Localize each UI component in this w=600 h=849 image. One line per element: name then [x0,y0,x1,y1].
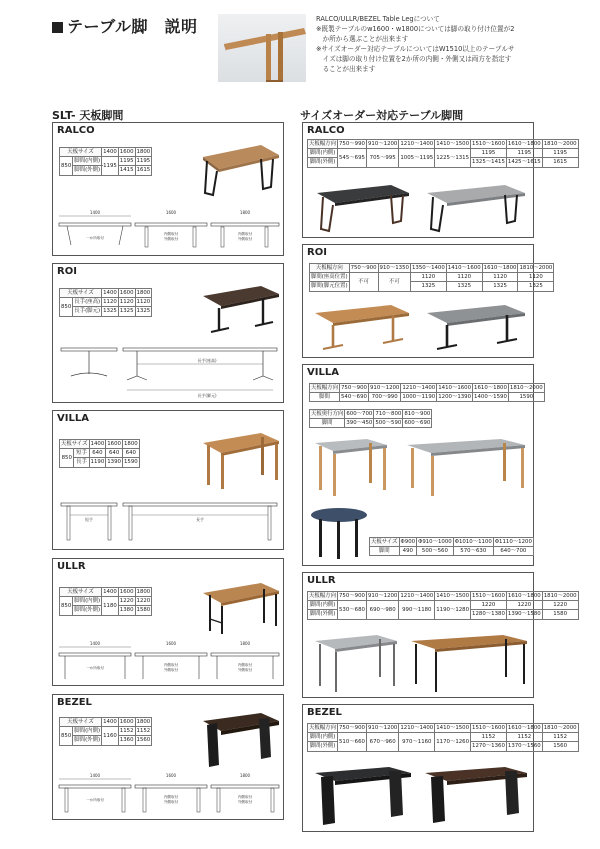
table-cell: 1810〜2000 [519,265,553,271]
table-cell: 1600 [119,719,134,725]
table-cell: 天板幅方向 [309,725,336,731]
table-cell: 1152 [471,733,507,742]
table-cell: 天板幅方向 [311,385,338,391]
product-name: VILLA [57,413,89,424]
table-cell: 1400〜1590 [474,394,507,401]
table-cell: Φ1110〜1200 [494,539,532,545]
table-cell: 540〜690 [340,394,367,401]
table-cell: 850 [60,298,73,316]
table-cell: 1325 [482,282,518,291]
table-cell: 500〜560 [417,547,454,556]
table-cell: 1152 [542,733,578,742]
table-cell: 1195 [542,149,578,158]
right-ullr-card [302,572,577,698]
table-cell: 1410〜1600 [438,385,472,391]
table-cell: 1210〜1400 [400,141,434,147]
ralco-grey-table-photo [423,183,529,235]
table-cell: 705〜995 [366,149,398,167]
note-line: ※既製テーブルのw1600・w1800については脚の取り付け位置が2 [316,25,515,33]
table-cell: 1810〜2000 [509,385,543,391]
table-cell: 1810〜2000 [543,593,577,599]
table-cell: Φ910〜1000 [418,539,452,545]
table-cell: 1510〜1600 [472,593,505,599]
table-cell: 1210〜1400 [402,385,436,391]
right-ralco-card [302,122,577,238]
mount-label: 内側取付 [237,795,253,799]
ralco-table-photo [199,141,281,199]
table-cell: 700〜990 [368,393,400,402]
roi-grey-table-photo [423,303,529,355]
mount-label: 内側取付 [237,232,253,236]
table-cell: 不可 [378,273,410,291]
table-cell: 810〜900 [404,411,431,417]
villa-grey-small-table-photo [311,435,391,499]
ullr-oak-table-photo [407,633,531,695]
table-cell: 1190 [90,459,105,466]
table-cell: 910〜1200 [369,385,400,391]
left-bezel-card [52,694,284,820]
table-cell: 1325 [446,282,482,291]
table-cell: 天板幅方向 [310,264,350,273]
table-cell: 1120 [482,273,518,282]
mount-label: 一か所取付 [86,798,104,802]
table-cell: 1400 [103,149,117,155]
table-cell: 1190〜1280 [435,601,471,619]
bezel-walnut-table-photo [421,765,531,829]
table-cell: 490 [399,547,417,556]
table-cell: 390〜450 [346,420,373,427]
table-cell: 1410〜1500 [436,141,470,147]
villa-leg-diagram [57,495,281,547]
table-cell: 1270〜1360 [472,743,505,750]
table-cell: 690〜980 [366,601,398,619]
table-cell: 1380 [119,607,134,614]
table-cell: 850 [60,727,73,745]
table-cell: 1195 [506,149,542,158]
table-cell: 910〜1200 [367,141,398,147]
table-cell: 1415 [119,167,134,174]
dim-label: 1800 [239,641,251,646]
table-cell: 1350〜1400 [411,265,445,271]
table-cell: 1390 [107,459,121,466]
roi-oak-table-photo [311,303,413,355]
dim-label: 短手 [85,517,93,522]
ullr-leg-diagram [57,639,281,685]
table-cell: 1210〜1400 [400,593,434,599]
bezel-table-photo [199,709,281,769]
table-cell: 1120 [410,273,446,282]
dim-label: 長手(脚元) [197,393,217,398]
table-cell: 750〜900 [338,725,365,731]
mount-label: 内側取付 [163,795,179,799]
table-cell: 500〜590 [375,420,402,427]
table-cell: 脚間 [310,393,340,402]
table-cell: 640 [122,449,139,458]
bezel-spec-table [59,717,152,746]
table-cell: 970〜1160 [399,733,435,751]
ullr-spec-table [59,587,152,616]
table-cell: 天板サイズ [60,148,102,157]
table-cell: 1120 [136,299,151,306]
table-cell: 1325 [119,308,134,315]
table-cell: 850 [60,449,74,467]
table-cell: 750〜990 [338,141,365,147]
table-cell: 1120 [446,273,482,282]
ullr-grey-table-photo [311,633,401,695]
table-cell: 1220 [471,601,507,610]
ralco-dark-table-photo [313,183,413,235]
table-cell: 640 [106,449,123,458]
table-cell: 1325 [103,308,117,315]
table-cell: 1120 [119,299,134,306]
table-cell: 1400 [103,290,117,296]
table-cell: 1360 [119,737,134,744]
table-cell: 脚間(座高位置) [311,274,348,281]
table-cell: 570〜630 [453,547,493,556]
table-cell: 1510〜1600 [472,725,505,731]
table-cell: 脚間(内側) [74,598,101,605]
table-cell: 750〜900 [350,265,377,271]
table-cell: 1152 [136,728,151,735]
table-cell: 1800 [136,589,151,595]
right-section-title: サイズオーダー対応テーブル脚間 [300,109,464,122]
table-cell: 710〜800 [375,411,402,417]
table-cell: 510〜660 [337,733,366,751]
table-cell: 1400 [103,589,117,595]
table-cell: 1410〜1600 [447,265,481,271]
table-cell: 1225〜1315 [435,149,471,167]
table-cell: 1220 [136,598,151,605]
table-cell: 脚間 [370,547,400,556]
table-cell: 1120 [518,273,554,282]
table-cell: 天板幅方向 [309,593,336,599]
mount-label: 一か所取付 [86,666,104,670]
table-cell: 1390〜1580 [507,611,541,618]
header-table-photo [218,14,306,82]
table-cell: 750〜900 [340,385,367,391]
villa-round-table [369,537,534,556]
product-name: BEZEL [57,697,92,708]
table-cell: 1005〜1195 [399,149,435,167]
mount-label: 内側取付 [163,663,179,667]
table-cell: 脚間(外側) [308,610,338,619]
table-cell: 脚間(内側) [74,728,101,735]
ullr-table-photo [199,579,281,637]
table-cell: Φ900 [400,539,416,545]
table-cell: 1425〜1615 [507,159,541,166]
title-square-icon [52,22,63,33]
table-cell: 1510〜1600 [472,141,505,147]
table-cell: 1210〜1400 [400,725,434,731]
table-cell: 1580 [542,610,578,619]
table-cell: 脚間(内側) [308,733,338,742]
product-name: ULLR [307,575,336,586]
table-cell: 600〜690 [404,420,431,427]
ralco-order-table [307,139,579,168]
table-cell: 1560 [542,742,578,751]
table-cell: 1180 [102,597,119,615]
table-cell: 1120 [103,299,117,306]
mount-label: 外側取付 [163,800,179,804]
table-cell: 990〜1180 [399,601,435,619]
dim-label: 1400 [89,773,101,778]
table-cell: 脚間 [310,419,345,428]
mount-label: 内側取付 [237,663,253,667]
table-cell: 1600 [119,290,134,296]
product-name: RALCO [307,125,345,136]
mount-label: 外側取付 [163,237,179,241]
villa-spec-table [59,439,140,468]
table-cell: 不可 [349,273,378,291]
left-section-title: SLT- 天板脚間 [52,109,124,122]
table-cell: 530〜680 [337,601,366,619]
table-cell: 脚間(外側) [74,607,101,614]
table-cell: 1590 [123,459,138,466]
table-cell: 1200〜1390 [438,394,472,401]
left-ralco-card [52,122,284,256]
table-cell: 脚間(外側) [308,158,338,167]
table-cell: 天板サイズ [60,588,102,597]
table-cell: 天板奥行方向 [311,411,344,417]
villa-order-table [309,383,545,402]
note-line: ることが出来ます [316,65,376,73]
dim-label: 1800 [239,210,251,215]
product-name: ROI [57,266,77,277]
table-cell: 天板サイズ [371,539,398,545]
table-cell: 1610〜1800 [474,385,507,391]
table-cell: 天板サイズ [60,718,102,727]
table-cell: 1325〜1415 [472,159,505,166]
table-cell: 545〜695 [337,149,366,167]
table-cell: 1220 [119,598,134,605]
left-ullr-card [52,558,284,686]
table-cell: 脚間(内側) [308,601,338,610]
table-cell: 1325 [136,308,151,315]
table-cell: 750〜900 [338,593,365,599]
table-cell: 1590 [508,393,544,402]
table-cell: 1800 [123,441,138,447]
table-cell: 1800 [136,719,151,725]
table-cell: 1195 [136,158,151,165]
mount-label: 内側取付 [163,232,179,236]
table-cell: 1195 [471,149,507,158]
header-notes [316,14,562,74]
table-cell: 1152 [119,728,134,735]
table-cell: 脚間(外側) [74,737,101,744]
table-cell: 1560 [136,737,151,744]
villa-depth-table [309,409,432,428]
table-cell: 640 [89,449,106,458]
table-cell: 640〜700 [493,547,533,556]
ralco-spec-table [59,147,152,176]
table-cell: 1800 [136,149,151,155]
bezel-leg-diagram [57,771,281,817]
page-title: テーブル脚 説明 [52,14,198,37]
dim-label: 1600 [165,641,177,646]
table-cell: 1580 [136,607,151,614]
villa-grey-long-table-photo [403,437,529,499]
product-name: RALCO [57,125,95,136]
table-cell: 1615 [136,167,151,174]
table-cell: 脚間(内側) [74,158,101,165]
dim-label: 1600 [165,773,177,778]
note-line: イズは脚の取り付け位置を2か所の内側・外側又は両方を指定す [316,55,512,63]
villa-round-table-photo [309,505,369,561]
table-cell: 1370〜1560 [507,743,541,750]
ralco-leg-diagram [57,207,281,253]
table-cell: 1400 [90,441,105,447]
table-cell: 600〜700 [346,411,373,417]
table-cell: 脚間(外側) [308,742,338,751]
mount-label: 外側取付 [163,668,179,672]
product-name: ULLR [57,561,86,572]
table-cell: 910〜1200 [367,725,398,731]
table-cell: Φ1010〜1100 [454,539,492,545]
table-cell: 910〜1200 [367,593,398,599]
roi-order-table [309,263,554,292]
table-cell: 1280〜1380 [472,611,505,618]
table-cell: 1400 [103,719,117,725]
right-villa-card [302,364,543,566]
table-cell: 1810〜2000 [543,725,577,731]
left-villa-card [52,410,284,550]
note-line: RALCO/ULLR/BEZEL Table Legについて [316,15,440,23]
table-cell: 1610〜1800 [483,265,517,271]
product-name: VILLA [307,367,339,378]
table-cell: 脚間(脚元位置) [311,283,348,290]
table-cell: 850 [60,157,73,175]
table-cell: 脚間(外側) [74,167,101,174]
table-cell: 天板サイズ [61,441,88,447]
table-cell: 1170〜1260 [435,733,471,751]
table-cell: 1810〜2000 [543,141,577,147]
right-bezel-card [302,704,577,832]
roi-spec-table [59,288,152,317]
table-cell: 1600 [119,149,134,155]
mount-label: 外側取付 [237,800,253,804]
table-cell: 1160 [102,727,119,745]
table-cell: 1610〜1800 [507,593,541,599]
roi-leg-diagram [57,342,281,402]
villa-table-photo [199,429,281,491]
table-cell: 1220 [506,601,542,610]
dim-label: 長手(座高) [197,358,217,363]
dim-label: 1800 [239,773,251,778]
table-cell: 1220 [542,601,578,610]
table-cell: 1152 [506,733,542,742]
table-cell: 1800 [136,290,151,296]
dim-label: 1400 [89,210,101,215]
table-cell: 910〜1350 [379,265,409,271]
bezel-dark-table-photo [311,765,415,829]
table-cell: 1615 [542,158,578,167]
note-line: か所から選ぶことが出来ます [316,35,409,43]
dim-label: 1400 [89,641,101,646]
table-cell: 1410〜1500 [436,593,470,599]
table-cell: 1000〜1190 [402,394,436,401]
table-cell: 長手 [74,458,89,467]
roi-table-photo [199,280,281,338]
table-cell: 670〜960 [366,733,398,751]
table-cell: 短手 [74,449,89,458]
mount-label: 外側取付 [237,237,253,241]
table-cell: 1325 [410,282,446,291]
table-cell: 天板サイズ [60,289,102,298]
mount-label: 一か所取付 [86,236,104,240]
table-cell: 1410〜1500 [436,725,470,731]
product-name: ROI [307,247,327,258]
table-cell: 長手(脚元) [74,308,101,315]
left-roi-card [52,263,284,403]
table-cell: 1600 [119,589,134,595]
table-cell: 1195 [119,158,134,165]
table-cell: 1610〜1800 [507,725,541,731]
table-cell: 1600 [107,441,121,447]
right-roi-card [302,244,553,358]
table-cell: 天板幅方向 [309,141,336,147]
table-cell: 脚間(内側) [308,149,338,158]
table-cell: 1610〜1800 [507,141,541,147]
dim-label: 長手 [196,517,204,522]
note-line: ※サイズオーダー対応テーブルについてはW1510以上のテーブルサ [316,45,515,53]
product-name: BEZEL [307,707,342,718]
table-cell: 850 [60,597,73,615]
table-cell: 1195 [102,157,119,175]
dim-label: 1600 [165,210,177,215]
mount-label: 外側取付 [237,668,253,672]
table-cell: 長手(座高) [74,299,101,306]
ullr-order-table [307,591,579,620]
bezel-order-table [307,723,579,752]
table-cell: 1325 [518,282,554,291]
